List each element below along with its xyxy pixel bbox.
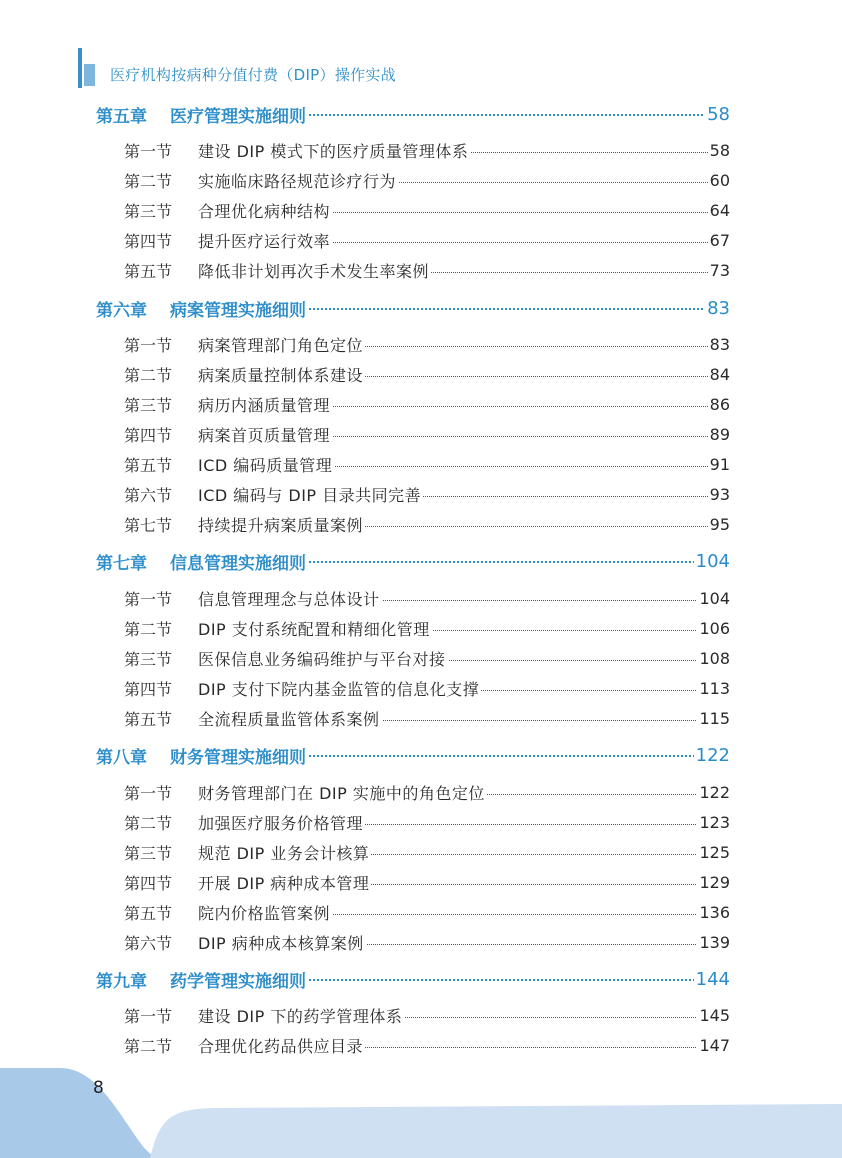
page-ref: 139 bbox=[699, 932, 730, 952]
section-number: 第七节 bbox=[124, 515, 173, 535]
chapter-title: 信息管理实施细则 bbox=[170, 549, 308, 574]
section-number: 第一节 bbox=[124, 335, 173, 355]
section-title: 病案质量控制体系建设 bbox=[198, 363, 365, 386]
section-title: 信息管理理念与总体设计 bbox=[198, 587, 382, 610]
section-title: 降低非计划再次手术发生率案例 bbox=[198, 259, 431, 282]
section-number: 第二节 bbox=[124, 1036, 173, 1056]
toc-section-entry[interactable] bbox=[0, 840, 842, 864]
page-ref: 123 bbox=[699, 812, 730, 832]
toc-chapter-entry[interactable] bbox=[0, 967, 842, 991]
toc-section-entry[interactable] bbox=[0, 228, 842, 252]
toc-section-entry[interactable] bbox=[0, 512, 842, 536]
section-number: 第五节 bbox=[124, 261, 173, 281]
toc-section-entry[interactable] bbox=[0, 138, 842, 162]
section-number: 第三节 bbox=[124, 649, 173, 669]
header-bookmark-icon bbox=[84, 64, 95, 86]
section-title: 提升医疗运行效率 bbox=[198, 229, 332, 252]
section-title: 建设 DIP 模式下的医疗质量管理体系 bbox=[198, 139, 470, 162]
page-ref: 83 bbox=[709, 334, 730, 354]
toc-section-entry[interactable] bbox=[0, 1003, 842, 1027]
section-title: 合理优化药品供应目录 bbox=[198, 1034, 365, 1057]
page-ref: 58 bbox=[709, 140, 730, 160]
section-title: 医保信息业务编码维护与平台对接 bbox=[198, 647, 448, 670]
chapter-number: 第八章 bbox=[96, 747, 147, 768]
page-number: 8 bbox=[93, 1078, 104, 1098]
page-ref: 58 bbox=[707, 103, 730, 125]
section-number: 第三节 bbox=[124, 843, 173, 863]
section-title: 建设 DIP 下的药学管理体系 bbox=[198, 1004, 404, 1027]
toc-section-entry[interactable] bbox=[0, 198, 842, 222]
page-ref: 104 bbox=[699, 588, 730, 608]
toc-section-entry[interactable] bbox=[0, 900, 842, 924]
toc-section-entry[interactable] bbox=[0, 780, 842, 804]
chapter-title: 财务管理实施细则 bbox=[170, 743, 308, 768]
section-number: 第六节 bbox=[124, 485, 173, 505]
section-number: 第二节 bbox=[124, 619, 173, 639]
page-ref: 145 bbox=[699, 1005, 730, 1025]
page-ref: 125 bbox=[699, 842, 730, 862]
section-title: 持续提升病案质量案例 bbox=[198, 513, 365, 536]
page-ref: 91 bbox=[709, 454, 730, 474]
toc-chapter-entry[interactable] bbox=[0, 296, 842, 320]
section-number: 第一节 bbox=[124, 783, 173, 803]
toc-chapter-entry[interactable] bbox=[0, 549, 842, 573]
page-ref: 89 bbox=[709, 424, 730, 444]
toc-chapter-entry[interactable] bbox=[0, 743, 842, 767]
toc-section-entry[interactable] bbox=[0, 332, 842, 356]
toc-section-entry[interactable] bbox=[0, 930, 842, 954]
footer-wave-decoration bbox=[0, 1068, 842, 1158]
section-number: 第四节 bbox=[124, 679, 173, 699]
section-number: 第二节 bbox=[124, 171, 173, 191]
page-ref: 93 bbox=[709, 484, 730, 504]
section-number: 第六节 bbox=[124, 933, 173, 953]
section-number: 第一节 bbox=[124, 1006, 173, 1026]
page-ref: 95 bbox=[709, 514, 730, 534]
chapter-title: 医疗管理实施细则 bbox=[170, 102, 308, 127]
toc-section-entry[interactable] bbox=[0, 422, 842, 446]
section-title: ICD 编码质量管理 bbox=[198, 453, 334, 476]
section-number: 第四节 bbox=[124, 231, 173, 251]
page-ref: 106 bbox=[699, 618, 730, 638]
section-title: 合理优化病种结构 bbox=[198, 199, 332, 222]
section-number: 第二节 bbox=[124, 365, 173, 385]
section-number: 第五节 bbox=[124, 709, 173, 729]
section-number: 第三节 bbox=[124, 201, 173, 221]
section-title: 开展 DIP 病种成本管理 bbox=[198, 871, 371, 894]
toc-chapter-entry[interactable] bbox=[0, 102, 842, 126]
section-title: 财务管理部门在 DIP 实施中的角色定位 bbox=[198, 781, 487, 804]
section-number: 第四节 bbox=[124, 425, 173, 445]
toc-section-entry[interactable] bbox=[0, 482, 842, 506]
page-ref: 60 bbox=[709, 170, 730, 190]
toc-section-entry[interactable] bbox=[0, 452, 842, 476]
section-title: 全流程质量监管体系案例 bbox=[198, 707, 382, 730]
page-ref: 73 bbox=[709, 260, 730, 280]
chapter-number: 第五章 bbox=[96, 106, 147, 127]
page-ref: 104 bbox=[695, 550, 730, 572]
section-title: 实施临床路径规范诊疗行为 bbox=[198, 169, 398, 192]
toc-section-entry[interactable] bbox=[0, 258, 842, 282]
section-number: 第二节 bbox=[124, 813, 173, 833]
toc-section-entry[interactable] bbox=[0, 870, 842, 894]
book-title: 医疗机构按病种分值付费（DIP）操作实战 bbox=[110, 66, 397, 84]
page-ref: 84 bbox=[709, 364, 730, 384]
chapter-number: 第七章 bbox=[96, 553, 147, 574]
header-accent-bar bbox=[78, 48, 82, 88]
toc-section-entry[interactable] bbox=[0, 676, 842, 700]
section-number: 第一节 bbox=[124, 141, 173, 161]
page-ref: 115 bbox=[699, 708, 730, 728]
section-title: 规范 DIP 业务会计核算 bbox=[198, 841, 371, 864]
toc-section-entry[interactable] bbox=[0, 646, 842, 670]
section-title: 院内价格监管案例 bbox=[198, 901, 332, 924]
page-ref: 147 bbox=[699, 1035, 730, 1055]
section-title: DIP 支付系统配置和精细化管理 bbox=[198, 617, 432, 640]
section-title: 加强医疗服务价格管理 bbox=[198, 811, 365, 834]
page-ref: 129 bbox=[699, 872, 730, 892]
page-ref: 113 bbox=[699, 678, 730, 698]
chapter-number: 第九章 bbox=[96, 971, 147, 992]
toc-section-entry[interactable] bbox=[0, 168, 842, 192]
page-ref: 122 bbox=[699, 782, 730, 802]
toc-section-entry[interactable] bbox=[0, 392, 842, 416]
page-ref: 64 bbox=[709, 200, 730, 220]
section-title: ICD 编码与 DIP 目录共同完善 bbox=[198, 483, 423, 506]
section-title: 病案首页质量管理 bbox=[198, 423, 332, 446]
page-ref: 83 bbox=[707, 297, 730, 319]
page-ref: 86 bbox=[709, 394, 730, 414]
toc-section-entry[interactable] bbox=[0, 586, 842, 610]
toc-section-entry[interactable] bbox=[0, 810, 842, 834]
chapter-number: 第六章 bbox=[96, 300, 147, 321]
toc-section-entry[interactable] bbox=[0, 616, 842, 640]
page-ref: 108 bbox=[699, 648, 730, 668]
toc-section-entry[interactable] bbox=[0, 1033, 842, 1057]
toc-section-entry[interactable] bbox=[0, 362, 842, 386]
page-ref: 136 bbox=[699, 902, 730, 922]
section-number: 第一节 bbox=[124, 589, 173, 609]
toc-section-entry[interactable] bbox=[0, 706, 842, 730]
chapter-title: 病案管理实施细则 bbox=[170, 296, 308, 321]
section-number: 第四节 bbox=[124, 873, 173, 893]
page-ref: 67 bbox=[709, 230, 730, 250]
section-number: 第五节 bbox=[124, 903, 173, 923]
chapter-title: 药学管理实施细则 bbox=[170, 967, 308, 992]
section-title: 病案管理部门角色定位 bbox=[198, 333, 365, 356]
section-title: 病历内涵质量管理 bbox=[198, 393, 332, 416]
section-number: 第五节 bbox=[124, 455, 173, 475]
page-ref: 122 bbox=[695, 744, 730, 766]
section-number: 第三节 bbox=[124, 395, 173, 415]
section-title: DIP 病种成本核算案例 bbox=[198, 931, 366, 954]
page-ref: 144 bbox=[695, 968, 730, 990]
section-title: DIP 支付下院内基金监管的信息化支撑 bbox=[198, 677, 481, 700]
